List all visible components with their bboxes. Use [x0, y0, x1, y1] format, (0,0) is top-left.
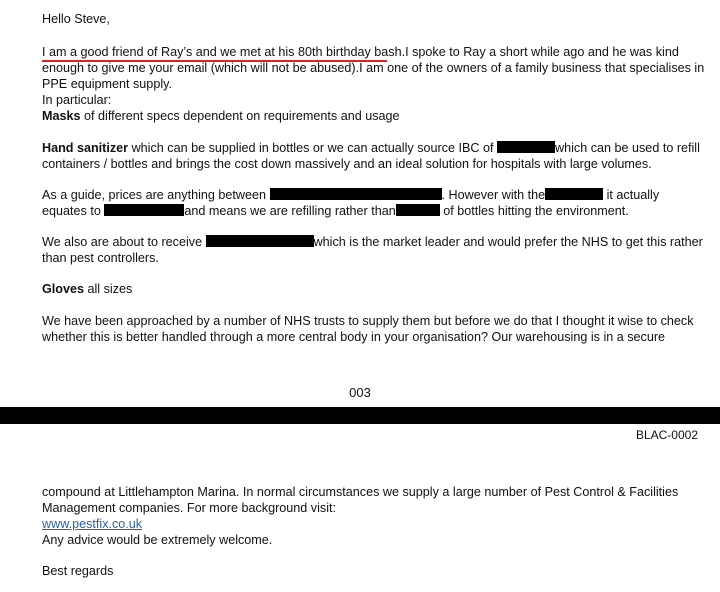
receive-text: We also are about to receive [42, 235, 206, 249]
gloves-text: all sizes [84, 282, 133, 296]
website-link-line [42, 516, 142, 532]
intro-text: I spoke to Ray a short while ago and he was kind [405, 45, 679, 59]
redaction-bar [104, 204, 184, 216]
redaction-bar [396, 204, 440, 216]
page-number: 003 [349, 385, 371, 400]
intro-line-1 [42, 44, 679, 60]
hand-sanitizer-line-2: containers / bottles and brings the cost down massively and an ideal solution for hospitals with large volumes. [42, 157, 652, 171]
continuation-line-2: Management companies. For more background visit: [42, 501, 336, 515]
prices-line-1 [42, 187, 659, 203]
hand-sanitizer-line-1 [42, 140, 700, 156]
hand-sanitizer-text-2: which can be used to refill [555, 141, 700, 155]
signoff: Best regards [42, 564, 114, 578]
page-divider [0, 407, 720, 424]
gloves-line [42, 281, 132, 297]
bates-number: BLAC-0002 [635, 428, 698, 442]
receive-text-2: which is the market leader and would prefer the NHS to get this rather [313, 235, 703, 249]
continuation-line-1: compound at Littlehampton Marina. In normal circumstances we supply a large number of Pest Control & Facilities [42, 485, 679, 499]
advice-line: Any advice would be extremely welcome. [42, 533, 273, 547]
intro-line-4: In particular: [42, 93, 112, 107]
masks-heading: Masks [42, 109, 81, 123]
receive-line-2: than pest controllers. [42, 251, 159, 265]
masks-line [42, 108, 400, 124]
redaction-bar [270, 188, 442, 200]
prices-text-2: . However with the [441, 188, 546, 202]
website-link[interactable]: www.pestfix.co.uk [42, 517, 143, 531]
prices-text-5: and means we are refilling rather than [184, 204, 396, 218]
nhs-line-1: We have been approached by a number of NHS trusts to supply them but before we do that I thought it wise to check [42, 314, 694, 328]
masks-text: of different specs dependent on requirements and usage [80, 109, 400, 123]
intro-line-3: PPE equipment supply. [42, 77, 172, 91]
redaction-bar [497, 141, 555, 153]
prices-line-2 [42, 203, 629, 219]
hand-sanitizer-heading: Hand sanitizer [42, 141, 129, 155]
prices-text-6: of bottles hitting the environment. [439, 204, 629, 218]
nhs-line-2: whether this is better handled through a more central body in your organisation? Our warehousing is in a secure [42, 330, 666, 344]
redaction-bar [206, 235, 314, 247]
prices-text-3: it actually [603, 188, 660, 202]
hand-sanitizer-text: which can be supplied in bottles or we can actually source IBC of [128, 141, 497, 155]
prices-text-4: equates to [42, 204, 105, 218]
receive-line-1 [42, 234, 703, 250]
prices-text: As a guide, prices are anything between [42, 188, 270, 202]
greeting: Hello Steve, [42, 12, 110, 26]
intro-line-2: enough to give me your email (which will not be abused).I am one of the owners of a family business that specialises in [42, 61, 705, 75]
underlined-sentence: I am a good friend of Ray’s and we met at his 80th birthday bash. [42, 45, 406, 59]
redaction-bar [545, 188, 603, 200]
gloves-heading: Gloves [42, 282, 84, 296]
